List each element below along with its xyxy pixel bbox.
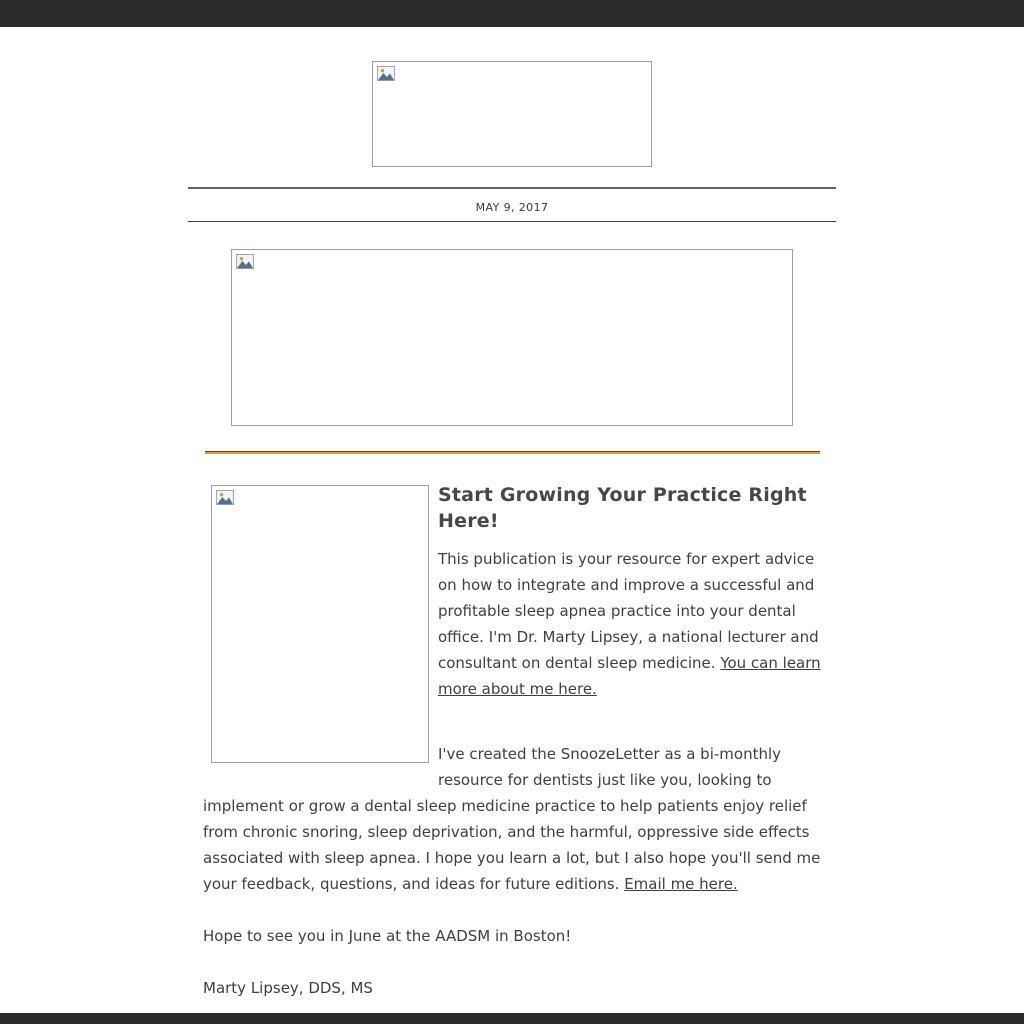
broken-image-icon <box>236 254 254 269</box>
logo-row <box>188 61 836 167</box>
learn-more-link[interactable]: You can learn more about me here. <box>438 654 821 698</box>
date-bar <box>188 187 836 222</box>
paragraph-snoozeletter-text: I've created the SnoozeLetter as a bi-monthly resource for dentists just like you, looking to implement or grow a dental sleep medicine practice to help patients enjoy relief from chronic snoring, sleep deprivation, and the harmful, oppressive side effects associated with sleep apnea. I hope you learn a lot, but I also hope you'll send me your feedback, questions, and ideas for future editions. <box>203 745 821 893</box>
email-body <box>188 0 836 1027</box>
top-bar <box>0 0 1024 27</box>
bottom-bar <box>0 1013 1024 1024</box>
date-text: MAY 9, 2017 <box>475 201 549 214</box>
hero-row <box>188 222 836 426</box>
email-me-link[interactable]: Email me here. <box>624 875 738 893</box>
broken-image-icon <box>216 490 234 505</box>
logo-image <box>372 61 652 167</box>
section-divider <box>205 451 820 454</box>
hero-image <box>231 249 793 426</box>
paragraph-intro-text: This publication is your resource for expert advice on how to integrate and improve a successful and profitable sleep apnea practice into your dental office. I'm Dr. Marty Lipsey, a national lecturer and consultant on dental sleep medicine. <box>438 550 819 672</box>
paragraph-snoozeletter <box>203 741 821 897</box>
signature: Marty Lipsey, DDS, MS <box>203 979 373 997</box>
broken-image-icon <box>377 66 395 81</box>
paragraph-aadsm: Hope to see you in June at the AADSM in Boston! <box>203 927 572 945</box>
article-heading: Start Growing Your Practice Right Here! <box>438 484 807 532</box>
article-section <box>188 482 836 1027</box>
portrait-image <box>211 485 429 763</box>
